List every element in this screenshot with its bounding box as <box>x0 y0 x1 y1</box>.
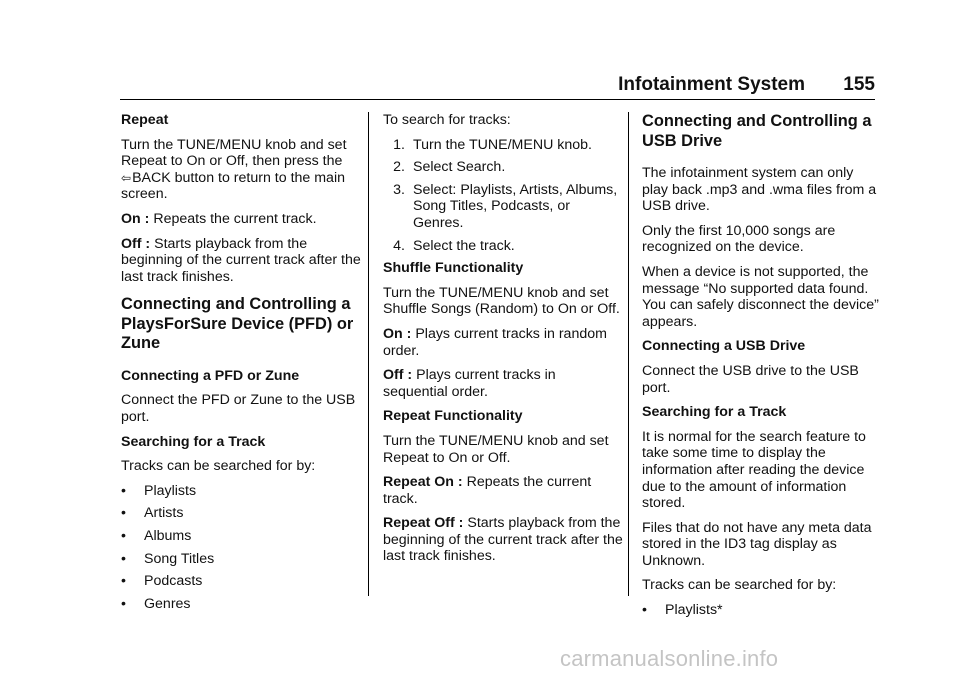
off-text: Starts playback from the beginning of the current track after the last track finishes. <box>121 235 361 285</box>
column-3 <box>642 112 882 625</box>
repeat-on-definition <box>383 474 623 507</box>
step-number: 3. <box>393 181 405 198</box>
usb-section-title: Connecting and Controlling a USB Drive <box>642 112 872 150</box>
bullet-icon: • <box>121 482 126 499</box>
connect-pfd-text: Connect the PFD or Zune to the USB port. <box>121 392 356 426</box>
usb-paragraph-3: When a device is not supported, the message “No supported data found. You can safely disconnect the device” appears. <box>642 263 879 330</box>
off-text: Plays current tracks in sequential order. <box>383 367 556 400</box>
list-item <box>121 573 361 590</box>
repeat-func-heading: Repeat Functionality <box>383 408 523 425</box>
list-item <box>642 602 882 619</box>
connect-pfd-heading: Connecting a PFD or Zune <box>121 367 300 384</box>
column-1 <box>121 112 361 618</box>
list-item-text: Albums <box>144 528 192 544</box>
on-text: Plays current tracks in random order. <box>383 325 607 359</box>
repeat-on-label: Repeat On : <box>383 474 463 491</box>
search-heading: Searching for a Track <box>121 433 266 450</box>
list-item-text: Playlists* <box>665 602 723 619</box>
step-number: 2. <box>393 159 405 176</box>
list-item <box>121 528 361 545</box>
step-text: Select: Playlists, Artists, Albums, Song Titles, Podcasts, or Genres. <box>413 181 618 231</box>
repeat-off-label: Repeat Off : <box>383 515 464 532</box>
shuffle-heading: Shuffle Functionality <box>383 260 524 277</box>
connect-usb-heading: Connecting a USB Drive <box>642 338 806 355</box>
repeat-func-text: Turn the TUNE/MENU knob and set Repeat to On or Off. <box>383 432 609 466</box>
step-item <box>383 159 623 176</box>
step-text: Turn the TUNE/MENU knob. <box>413 136 592 153</box>
step-item <box>383 238 623 255</box>
on-definition <box>121 211 361 228</box>
shuffle-on-definition <box>383 326 623 359</box>
bullet-icon: • <box>121 573 126 590</box>
shuffle-off-definition <box>383 367 623 400</box>
pfd-section-title: Connecting and Controlling a PlaysForSure Device (PFD) or Zune <box>121 295 354 353</box>
usb-search-heading: Searching for a Track <box>642 404 787 421</box>
list-item <box>121 551 361 568</box>
off-definition <box>121 236 361 286</box>
step-number: 4. <box>393 237 405 254</box>
step-number: 1. <box>393 136 405 153</box>
step-item <box>383 137 623 154</box>
bullet-icon: • <box>121 528 126 544</box>
usb-paragraph-1: The infotainment system can only play back .mp3 and .wma files from a USB drive. <box>642 165 877 215</box>
page-number: 155 <box>843 74 875 95</box>
column-2 <box>383 112 623 573</box>
bullet-icon: • <box>121 550 126 567</box>
list-item-text: Song Titles <box>144 550 215 567</box>
list-item-text: Podcasts <box>144 573 203 590</box>
page-title: Infotainment System <box>618 74 805 95</box>
list-item-text: Playlists <box>144 482 197 499</box>
search-intro: Tracks can be searched for by: <box>121 458 316 475</box>
watermark: carmanualsonline.info <box>560 646 779 671</box>
page-header <box>120 68 875 100</box>
bullet-icon: • <box>121 505 126 522</box>
repeat-heading: Repeat <box>121 112 169 128</box>
on-text: Repeats the current track. <box>153 210 317 227</box>
repeat-on-text: Repeats the current track. <box>383 474 592 507</box>
shuffle-text: Turn the TUNE/MENU knob and set Shuffle Songs (Random) to On or Off. <box>383 284 620 318</box>
column-divider-1 <box>368 112 369 596</box>
step-text: Select Search. <box>413 159 506 176</box>
repeat-off-definition <box>383 515 623 565</box>
search-steps-intro: To search for tracks: <box>383 112 511 128</box>
list-item <box>121 596 361 613</box>
repeat-off-text: Starts playback from the beginning of the current track after the last track finishes. <box>383 515 623 565</box>
list-item-text: Genres <box>144 595 191 612</box>
repeat-paragraph <box>121 137 361 203</box>
usb-search-paragraph-1: It is normal for the search feature to take some time to display the information after reading the device due to the amount of information stored. <box>642 428 866 512</box>
usb-paragraph-2: Only the first 10,000 songs are recognized on the device. <box>642 222 836 256</box>
list-item-text: Artists <box>144 505 184 522</box>
back-icon: ⇦ <box>121 170 132 185</box>
list-item <box>121 505 361 522</box>
on-label: On : <box>121 210 150 227</box>
list-item <box>121 483 361 500</box>
bullet-icon: • <box>121 595 126 612</box>
off-label: Off : <box>383 367 413 384</box>
repeat-text-b: BACK button to return to the main screen. <box>121 169 345 203</box>
connect-usb-text: Connect the USB drive to the USB port. <box>642 362 859 396</box>
column-divider-2 <box>628 112 629 596</box>
usb-search-paragraph-3: Tracks can be searched for by: <box>642 577 837 594</box>
header-rule <box>120 99 875 100</box>
step-text: Select the track. <box>413 237 515 254</box>
off-label: Off : <box>121 235 151 252</box>
on-label: On : <box>383 325 412 342</box>
bullet-icon: • <box>642 602 647 619</box>
usb-search-paragraph-2: Files that do not have any meta data stored in the ID3 tag display as Unknown. <box>642 519 872 569</box>
repeat-text-a: Turn the TUNE/MENU knob and set Repeat to On or Off, then press the <box>121 136 347 170</box>
step-item <box>383 182 623 232</box>
